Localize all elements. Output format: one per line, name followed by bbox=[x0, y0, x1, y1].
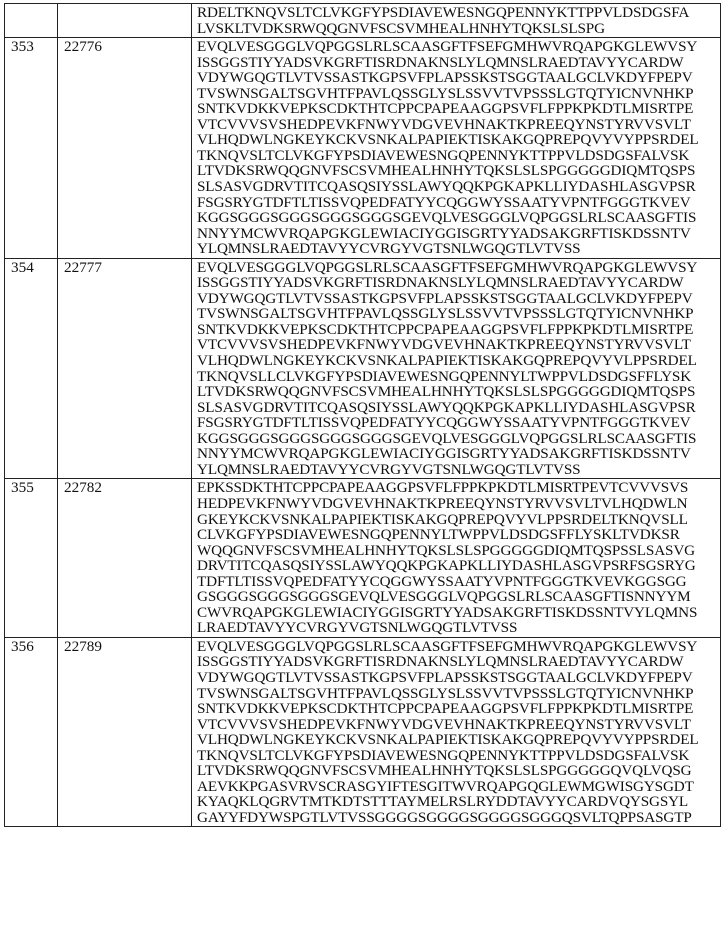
table-row bbox=[5, 637, 721, 827]
sequence-line: GAYYFDYWSPGTLVTVSSGGGGSGGGGSGGGGSGGGQSVLTQPPSASGTP bbox=[197, 810, 720, 826]
sequence-line: TVSWNSGALTSGVHTFPAVLQSSGLYSLSSVVTVPSSSLGTQTYICNVNHKP bbox=[197, 686, 720, 702]
sequence-line: KGGSGGGSGGGSGGGSGGGSGEVQLVESGGGLVQPGGSLRLSCAASGFTIS bbox=[197, 431, 720, 447]
sequence-line: FSGSRYGTDFTLTISSVQPEDFATYYCQGGWYSSAATYVPNTFGGGTKVEV bbox=[197, 415, 720, 431]
row-number-cell: 353 bbox=[5, 38, 58, 259]
sequence-line: VLHQDWLNGKEYKCKVSNKALPAPIEKTISKAKGQPREPQVYVYPPSRDEL bbox=[197, 732, 720, 748]
sequence-line: KYAQKLQGRVTMTKDTSTTTAYMELRSLRYDDTAVYYCARDVQYSGSYL bbox=[197, 794, 720, 810]
sequence-line: VLHQDWLNGKEYKCKVSNKALPAPIEKTISKAKGQPREPQVYVLPPSRDEL bbox=[197, 353, 720, 369]
sequence-cell bbox=[192, 258, 721, 479]
row-number-cell: 356 bbox=[5, 637, 58, 827]
sequence-line: VDYWGQGTLVTVSSASTKGPSVFPLAPSSKSTSGGTAALGCLVKDYFPEPV bbox=[197, 291, 720, 307]
sequence-line: LRAEDTAVYYCVRGYVGTSNLWGQGTLVTVSS bbox=[197, 620, 720, 636]
seq-id-cell: 22777 bbox=[58, 258, 192, 479]
sequence-line: KGGSGGGSGGGSGGGSGGGSGEVQLVESGGGLVQPGGSLRLSCAASGFTIS bbox=[197, 210, 720, 226]
sequence-line: SNTKVDKKVEPKSCDKTHTCPPCPAPEAAGGPSVFLFPPKPKDTLMISRTPE bbox=[197, 701, 720, 717]
sequence-line: TDFTLTISSVQPEDFATYYCQGGWYSSAATYVPNTFGGGTKVEVKGGSGG bbox=[197, 574, 720, 590]
sequence-line: VTCVVVSVSHEDPEVKFNWYVDGVEVHNAKTKPREEQYNSTYRVVSVLT bbox=[197, 717, 720, 733]
seq-id-cell: 22782 bbox=[58, 479, 192, 637]
sequence-line: LTVDKSRWQQGNVFSCSVMHEALHNHYTQKSLSLSPGGGGGQVQLVQSG bbox=[197, 763, 720, 779]
sequence-line: YLQMNSLRAEDTAVYYCVRGYVGTSNLWGQGTLVTVSS bbox=[197, 241, 720, 257]
sequence-line: DRVTITCQASQSIYSSLAWYQQKPGKAPKLLIYDASHLASGVPSRFSGSRYG bbox=[197, 558, 720, 574]
sequence-line: EVQLVESGGGLVQPGGSLRLSCAASGFTFSEFGMHWVRQAPGKGLEWVSY bbox=[197, 260, 720, 276]
sequence-line: LVSKLTVDKSRWQQGNVFSCSVMHEALHNHYTQKSLSLSPG bbox=[197, 21, 720, 37]
sequence-line: SLSASVGDRVTITCQASQSIYSSLAWYQQKPGKAPKLLIYDASHLASGVPSR bbox=[197, 400, 720, 416]
sequence-line: EVQLVESGGGLVQPGGSLRLSCAASGFTFSEFGMHWVRQAPGKGLEWVSY bbox=[197, 639, 720, 655]
sequence-line: SNTKVDKKVEPKSCDKTHTCPPCPAPEAAGGPSVFLFPPKPKDTLMISRTPE bbox=[197, 322, 720, 338]
sequence-line: LTVDKSRWQQGNVFSCSVMHEALHNHYTQKSLSLSPGGGGGDIQMTQSPS bbox=[197, 163, 720, 179]
sequence-cell bbox=[192, 38, 721, 259]
sequence-line: ISSGGSTIYYADSVKGRFTISRDNAKNSLYLQMNSLRAEDTAVYYCARDW bbox=[197, 275, 720, 291]
sequence-line: VDYWGQGTLVTVSSASTKGPSVFPLAPSSKSTSGGTAALGCLVKDYFPEPV bbox=[197, 70, 720, 86]
sequence-line: HEDPEVKFNWYVDGVEVHNAKTKPREEQYNSTYRVVSVLTVLHQDWLN bbox=[197, 496, 720, 512]
sequence-line: NNYYMCWVRQAPGKGLEWIACIYGGISGRTYYADSAKGRFTISKDSSNTV bbox=[197, 446, 720, 462]
seq-id-cell bbox=[58, 4, 192, 38]
sequence-line: ISSGGSTIYYADSVKGRFTISRDNAKNSLYLQMNSLRAEDTAVYYCARDW bbox=[197, 55, 720, 71]
sequence-table bbox=[4, 3, 721, 827]
sequence-line: CWVRQAPGKGLEWIACIYGGISGRTYYADSAKGRFTISKDSSNTVYLQMNS bbox=[197, 605, 720, 621]
sequence-line: EPKSSDKTHTCPPCPAPEAAGGPSVFLFPPKPKDTLMISRTPEVTCVVVSVS bbox=[197, 480, 720, 496]
row-number-cell: 354 bbox=[5, 258, 58, 479]
sequence-cell bbox=[192, 4, 721, 38]
table-row bbox=[5, 258, 721, 479]
row-number-cell bbox=[5, 4, 58, 38]
sequence-line: GKEYKCKVSNKALPAPIEKTISKAKGQPREPQVYVLPPSRDELTKNQVSLL bbox=[197, 512, 720, 528]
sequence-line: YLQMNSLRAEDTAVYYCVRGYVGTSNLWGQGTLVTVSS bbox=[197, 462, 720, 478]
seq-id-cell: 22789 bbox=[58, 637, 192, 827]
sequence-line: TKNQVSLTCLVKGFYPSDIAVEWESNGQPENNYKTTPPVLDSDGSFALVSK bbox=[197, 148, 720, 164]
row-number-cell: 355 bbox=[5, 479, 58, 637]
sequence-line: VDYWGQGTLVTVSSASTKGPSVFPLAPSSKSTSGGTAALGCLVKDYFPEPV bbox=[197, 670, 720, 686]
table-row bbox=[5, 4, 721, 38]
sequence-line: SNTKVDKKVEPKSCDKTHTCPPCPAPEAAGGPSVFLFPPKPKDTLMISRTPE bbox=[197, 101, 720, 117]
sequence-line: VLHQDWLNGKEYKCKVSNKALPAPIEKTISKAKGQPREPQVYVYPPSRDEL bbox=[197, 132, 720, 148]
sequence-line: WQQGNVFSCSVMHEALHNHYTQKSLSLSPGGGGGDIQMTQSPSSLSASVG bbox=[197, 543, 720, 559]
sequence-line: SLSASVGDRVTITCQASQSIYSSLAWYQQKPGKAPKLLIYDASHLASGVPSR bbox=[197, 179, 720, 195]
table-row bbox=[5, 479, 721, 637]
sequence-line: EVQLVESGGGLVQPGGSLRLSCAASGFTFSEFGMHWVRQAPGKGLEWVSY bbox=[197, 39, 720, 55]
sequence-line: CLVKGFYPSDIAVEWESNGQPENNYLTWPPVLDSDGSFFLYSKLTVDKSR bbox=[197, 527, 720, 543]
seq-id-cell: 22776 bbox=[58, 38, 192, 259]
sequence-line: FSGSRYGTDFTLTISSVQPEDFATYYCQGGWYSSAATYVPNTFGGGTKVEV bbox=[197, 195, 720, 211]
sequence-line: TVSWNSGALTSGVHTFPAVLQSSGLYSLSSVVTVPSSSLGTQTYICNVNHKP bbox=[197, 86, 720, 102]
sequence-cell bbox=[192, 479, 721, 637]
sequence-cell bbox=[192, 637, 721, 827]
sequence-line: TVSWNSGALTSGVHTFPAVLQSSGLYSLSSVVTVPSSSLGTQTYICNVNHKP bbox=[197, 306, 720, 322]
sequence-line: NNYYMCWVRQAPGKGLEWIACIYGGISGRTYYADSAKGRFTISKDSSNTV bbox=[197, 226, 720, 242]
sequence-line: VTCVVVSVSHEDPEVKFNWYVDGVEVHNAKTKPREEQYNSTYRVVSVLT bbox=[197, 117, 720, 133]
table-row bbox=[5, 38, 721, 259]
sequence-line: AEVKKPGASVRVSCRASGYIFTESGITWVRQAPGQGLEWMGWISGYSGDT bbox=[197, 779, 720, 795]
sequence-line: TKNQVSLTCLVKGFYPSDIAVEWESNGQPENNYKTTPPVLDSDGSFALVSK bbox=[197, 748, 720, 764]
sequence-line: LTVDKSRWQQGNVFSCSVMHEALHNHYTQKSLSLSPGGGGGDIQMTQSPS bbox=[197, 384, 720, 400]
sequence-line: ISSGGSTIYYADSVKGRFTISRDNAKNSLYLQMNSLRAEDTAVYYCARDW bbox=[197, 654, 720, 670]
sequence-line: VTCVVVSVSHEDPEVKFNWYVDGVEVHNAKTKPREEQYNSTYRVVSVLT bbox=[197, 337, 720, 353]
sequence-line: GSGGGSGGGSGGGSGEVQLVESGGGLVQPGGSLRLSCAASGFTISNNYYM bbox=[197, 589, 720, 605]
sequence-line: TKNQVSLLCLVKGFYPSDIAVEWESNGQPENNYLTWPPVLDSDGSFFLYSK bbox=[197, 369, 720, 385]
sequence-line: RDELTKNQVSLTCLVKGFYPSDIAVEWESNGQPENNYKTTPPVLDSDGSFA bbox=[197, 5, 720, 21]
